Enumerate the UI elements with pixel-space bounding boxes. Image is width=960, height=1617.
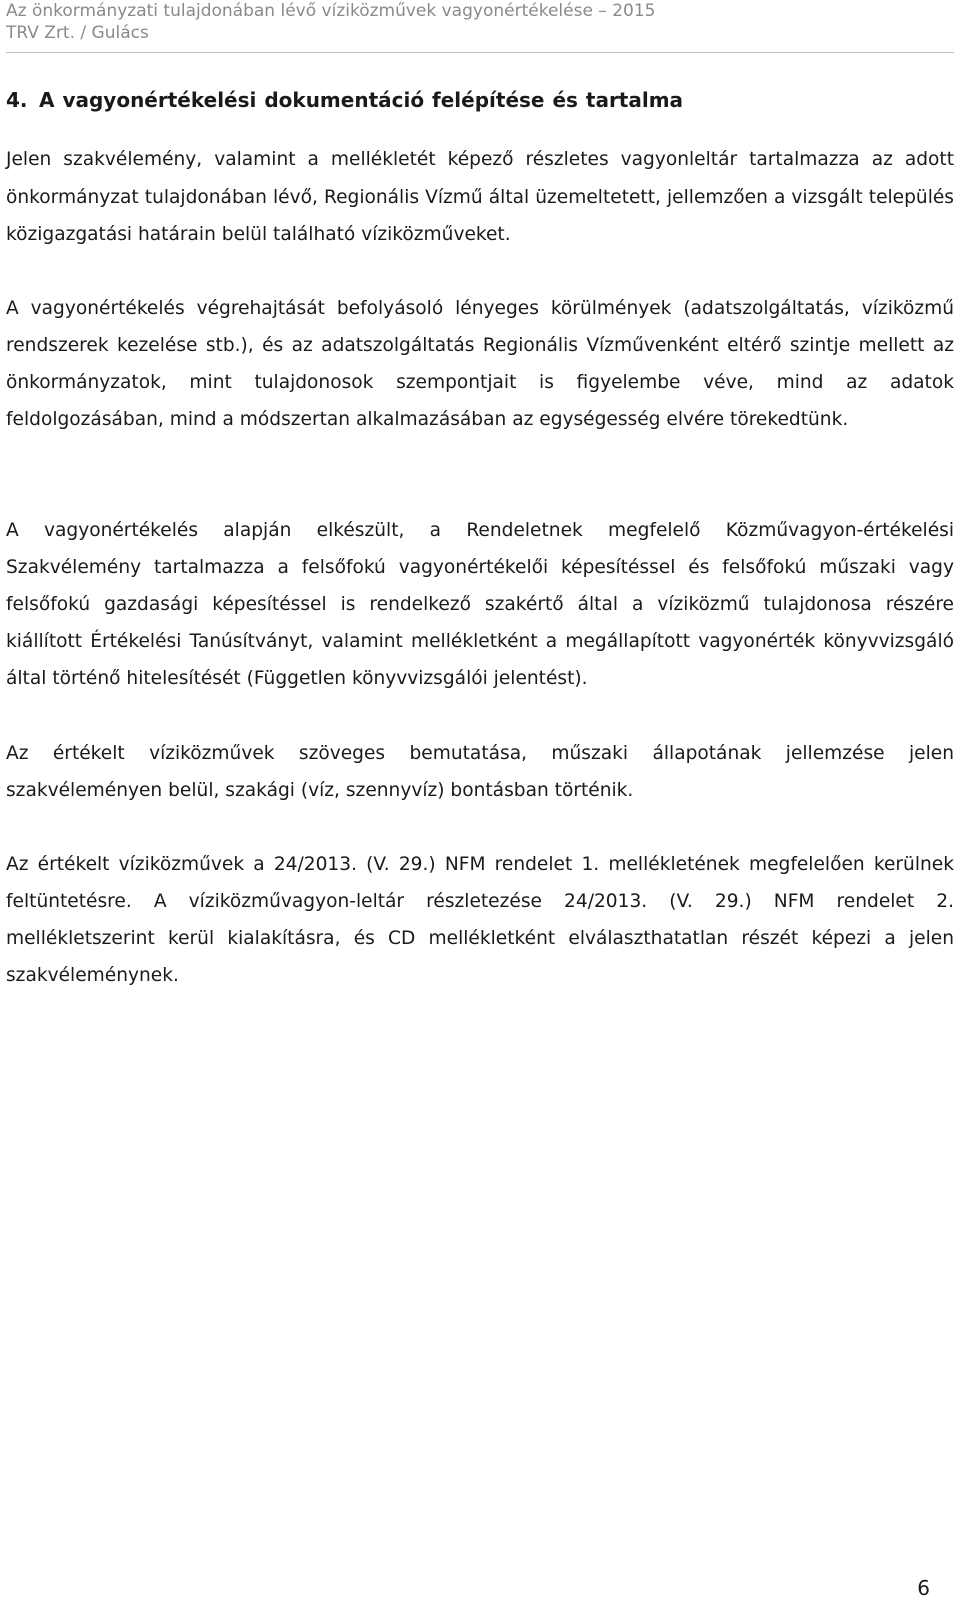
paragraph-intro: Jelen szakvélemény, valamint a mellékletét képező részletes vagyonleltár tartalmazza az adott önkormányzat tulajdonában lévő, Regionális Vízmű által üzemeltetett, jellemzően a vizsgált település közigazgatási határain belül található víziközműveket. — [6, 149, 954, 245]
page-header — [6, 0, 954, 53]
document-author: TRV Zrt. / Gulács — [6, 23, 149, 43]
section-number: 4. — [6, 88, 28, 112]
page-number: 6 — [917, 1576, 930, 1600]
section-title: A vagyonértékelési dokumentáció felépítése és tartalma — [39, 88, 684, 112]
paragraph-description: Az értékelt víziközművek szöveges bemutatása, műszaki állapotának jellemzése jelen szakvéleményen belül, szakági (víz, szennyvíz) bontásban történik. — [6, 743, 954, 801]
section-heading — [6, 86, 683, 114]
paragraph-regulation: Az értékelt víziközművek a 24/2013. (V. 29.) NFM rendelet 1. mellékletének megfelelően kerülnek feltüntetésre. A víziközművagyon-leltár részletezése 24/2013. (V. 29.) NFM rendelet 2. mellékletszerint kerül kialakításra, és CD mellékletként elválaszthatatlan részét képezi a jelen szakvéleménynek. — [6, 854, 954, 986]
paragraph-certificate: A vagyonértékelés alapján elkészült, a Rendeletnek megfelelő Közművagyon-értékelési Szakvélemény tartalmazza a felsőfokú vagyonértékelői képesítéssel és felsőfokú műszaki vagy felsőfokú gazdasági képesítéssel is rendelkező szakértő által a víziközmű tulajdonosa részére kiállított Értékelési Tanúsítványt, valamint mellékletként a megállapított vagyonérték könyvvizsgáló által történő hitelesítését (Független könyvvizsgálói jelentést). — [6, 520, 954, 689]
paragraph-circumstances: A vagyonértékelés végrehajtását befolyásoló lényeges körülmények (adatszolgáltatás, víziközmű rendszerek kezelése stb.), és az adatszolgáltatás Regionális Vízművenként eltérő szintje mellett az önkormányzatok, mint tulajdonosok szempontjait is figyelembe véve, mind az adatok feldolgozásában, mind a módszertan alkalmazásában az egységesség elvére törekedtünk. — [6, 298, 954, 430]
document-title: Az önkormányzati tulajdonában lévő víziközművek vagyonértékelése – 2015 — [6, 1, 656, 21]
